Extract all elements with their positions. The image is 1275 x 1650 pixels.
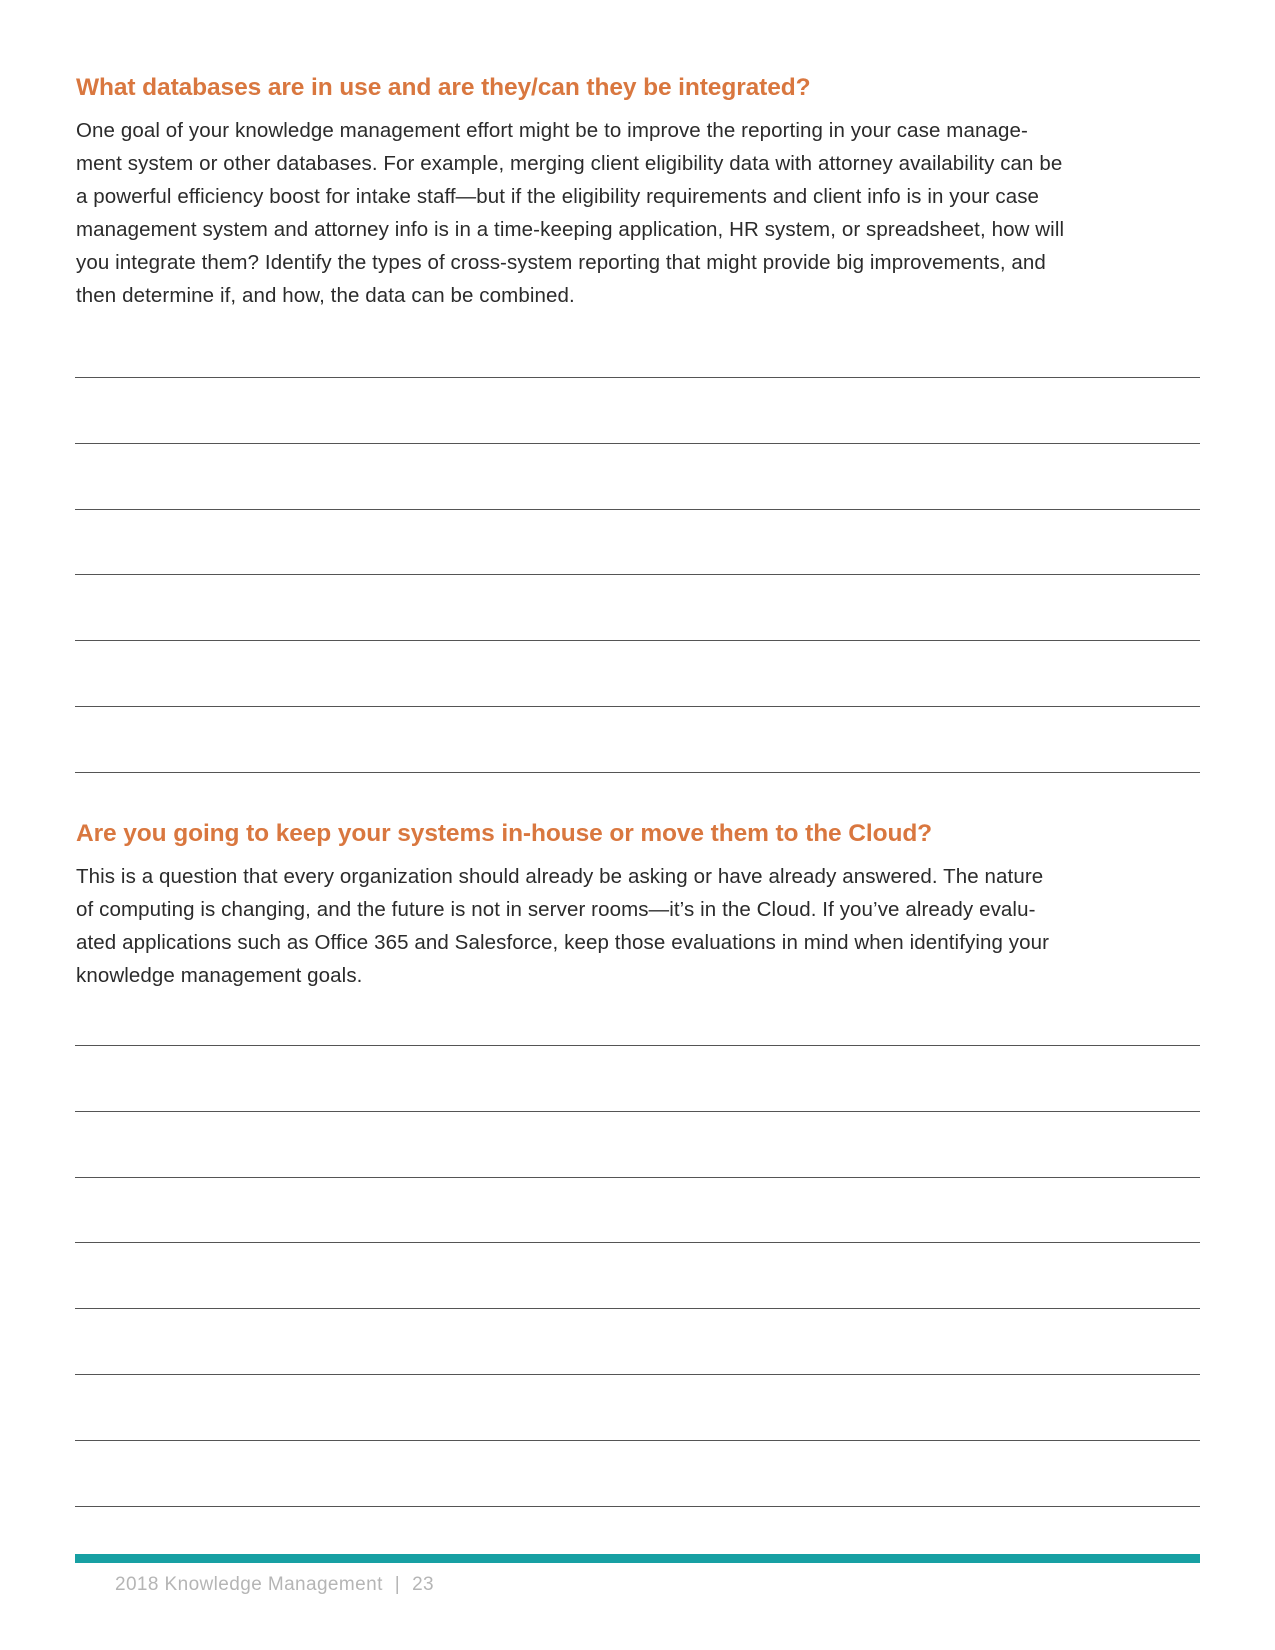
body-line: a powerful efficiency boost for intake staff—but if the eligibility requirements and client info is in your case [76, 185, 1040, 208]
section-cloud [76, 818, 1200, 992]
answer-line [75, 509, 1200, 510]
page-number: 23 [412, 1574, 435, 1595]
footer-bar [75, 1554, 1200, 1563]
body-line: you integrate them? Identify the types of cross-system reporting that might provide big improvements, and [76, 251, 1046, 274]
body-line: knowledge management goals. [76, 964, 363, 987]
section-heading: Are you going to keep your systems in-house or move them to the Cloud? [76, 820, 933, 847]
body-line: ated applications such as Office 365 and Salesforce, keep those evaluations in mind when identifying your [76, 931, 1050, 954]
section-body [76, 860, 1200, 992]
answer-line [75, 1242, 1200, 1243]
body-line: management system and attorney info is in a time-keeping application, HR system, or spreadsheet, how will [76, 218, 1065, 241]
answer-line [75, 640, 1200, 641]
body-line: ment system or other databases. For example, merging client eligibility data with attorney availability can be [76, 152, 1063, 175]
body-line: One goal of your knowledge management effort might be to improve the reporting in your case manage- [76, 119, 1028, 142]
section-body [76, 114, 1200, 312]
answer-line [75, 377, 1200, 378]
section-heading: What databases are in use and are they/can they be integrated? [76, 74, 811, 101]
answer-line [75, 1111, 1200, 1112]
answer-line [75, 1308, 1200, 1309]
answer-line [75, 1374, 1200, 1375]
footer [115, 1574, 434, 1596]
answer-line [75, 1506, 1200, 1507]
section-databases [76, 72, 1200, 312]
footer-separator: | [394, 1574, 401, 1595]
answer-line [75, 1177, 1200, 1178]
answer-line [75, 443, 1200, 444]
answer-line [75, 1045, 1200, 1046]
answer-line [75, 1440, 1200, 1441]
footer-title: 2018 Knowledge Management [115, 1574, 383, 1595]
body-line: This is a question that every organization should already be asking or have already answered. The nature [76, 865, 1044, 888]
answer-line [75, 706, 1200, 707]
answer-line [75, 574, 1200, 575]
answer-line [75, 772, 1200, 773]
body-line: then determine if, and how, the data can be combined. [76, 284, 575, 307]
body-line: of computing is changing, and the future is not in server rooms—it’s in the Cloud. If you’ve already evalu- [76, 898, 1036, 921]
